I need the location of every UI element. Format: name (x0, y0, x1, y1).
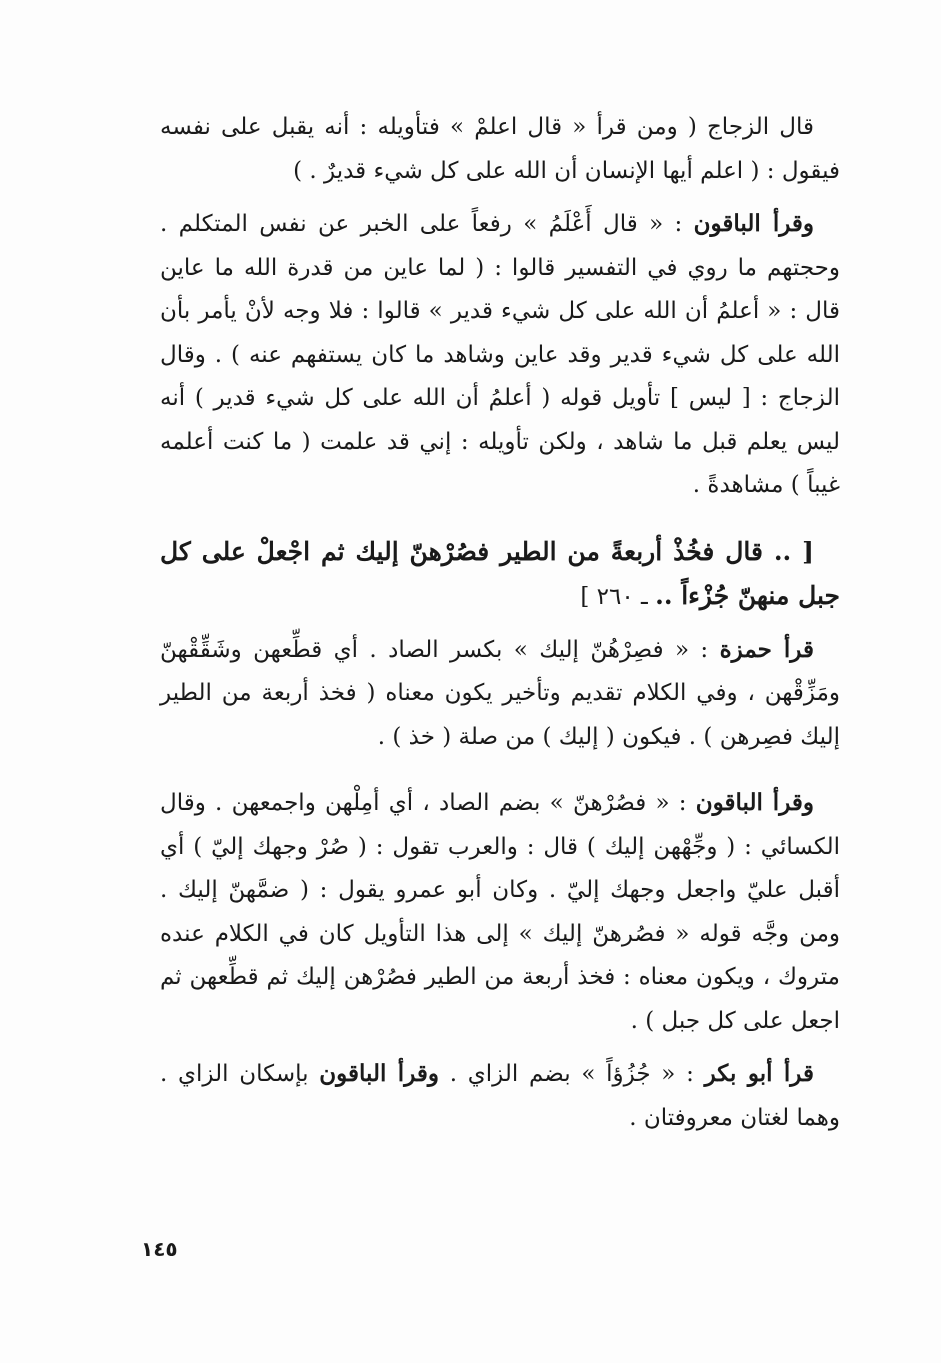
paragraph-lead: قرأ أبو بكر (704, 1060, 814, 1087)
verse-reference: ـ ٢٦٠ ] (580, 583, 656, 610)
paragraph-text: : « فصِرْهُنّ إليك » بكسر الصاد . أي قطِّعهن وشَقِّقْهنّ ومَزِّقْهن ، وفي الكلام تقديم وتأخير يكون معناه ( فخذ أربعة من الطير إليك فصِرهن ) . فيكون ( إليك ) من صلة ( خذ ) . (160, 636, 840, 750)
paragraph-lead: وقرأ الباقون (695, 789, 814, 816)
paragraph-lead: وقرأ الباقون (693, 210, 815, 237)
paragraph-text: : « فصُرْهنّ » بضم الصاد ، أي أمِلْهن واجمعهن . وقال الكسائي : ( وجِّهْهن إليك ) قال : والعرب تقول : ( صُرْ وجهك إليّ ) أي أقبل عليّ واجعل وجهك إليّ . وكان أبو عمرو يقول : ( ضمَّهنّ إليك . ومن وجَّه قوله « فصُرهنّ إليك » إلى هذا التأويل كان في الكلام عنده متروك ، ويكون معناه : فخذ أربعة من الطير فصُرْهن إليك ثم قطِّعهن ثم اجعل على كل جبل ) . (160, 790, 840, 1034)
paragraph-text: قال الزجاج ( ومن قرأ « قال اعلمْ » فتأويله : أنه يقبل على نفسه فيقول : ( اعلم أيها الإنسان أن الله على كل شيء قديرٌ . ) (160, 114, 840, 184)
paragraph-zajjaj (160, 106, 840, 193)
paragraph-abu-bakr (160, 1052, 840, 1140)
paragraph-text: : « جُزُؤاً » بضم الزاي . (439, 1061, 705, 1087)
paragraph-text: : « قال أَعْلَمُ » رفعاً على الخبر عن نفس المتكلم . وحجتهم ما روي في التفسير قالوا : ( لما عاين من قدرة الله ما عاين قال : « أعلمُ أن الله على كل شيء قدير » قالوا : فلا وجه لأنْ يأمر بأن الله على كل شيء قدير وقد عاين وشاهد ما كان يستفهم عنه ) . وقال الزجاج : [ ليس ] تأويل قوله ( أعلمُ أن الله على كل شيء قدير ) أنه ليس يعلم قبل ما شاهد ، ولكن تأويله : إني قد علمت ( ما كنت أعلمه غيباً ) مشاهدةً . (160, 211, 840, 498)
page-body (160, 106, 840, 1140)
paragraph-hamza (160, 628, 840, 760)
page-number: ١٤٥ (141, 1237, 178, 1261)
quran-verse (160, 530, 840, 619)
paragraph-text-second: بإسكان الزاي . وهما لغتان معروفتان . (160, 1061, 840, 1131)
verse-text: [ .. قال فخُذْ أربعةً من الطير فصُرْهنّ إليك ثم اجْعلْ على كل جبل منهنّ جُزْءاً .. (160, 536, 840, 610)
paragraph-lead-second: وقرأ الباقون (319, 1060, 439, 1087)
paragraph-baqun-alam (160, 202, 840, 508)
paragraph-lead: قرأ حمزة (719, 635, 814, 663)
paragraph-baqun-surhunna (160, 781, 840, 1043)
